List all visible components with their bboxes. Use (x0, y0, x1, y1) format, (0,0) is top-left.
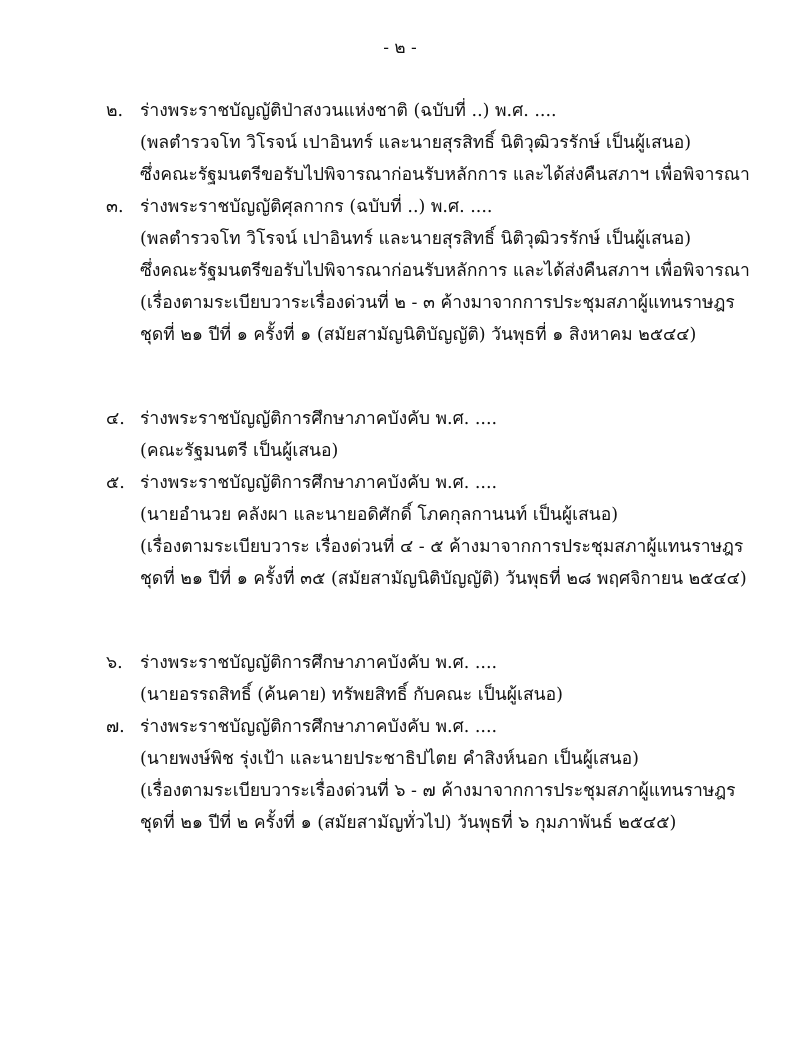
item-title: ร่างพระราชบัญญัติการศึกษาภาคบังคับ พ.ศ. .... (140, 473, 498, 493)
item-line: (คณะรัฐมนตรี เป็นผู้เสนอ) (140, 441, 339, 461)
agenda-item-4 (0, 403, 800, 467)
item-title: ร่างพระราชบัญญัติศุลกากร (ฉบับที่ ..) พ.ศ. .... (140, 197, 493, 217)
item-line: ซึ่งคณะรัฐมนตรีขอรับไปพิจารณาก่อนรับหลักการ และได้ส่งคืนสภาฯ เพื่อพิจารณา (140, 261, 750, 281)
item-number: ๖. (106, 653, 123, 673)
item-line: (เรื่องตามระเบียบวาระเรื่องด่วนที่ ๒ - ๓ ค้างมาจากการประชุมสภาผู้แทนราษฎร (140, 293, 735, 313)
agenda-item-6 (0, 647, 800, 711)
item-line: (นายอรรถสิทธิ์ (ค้นคาย) ทรัพยสิทธิ์ กับคณะ เป็นผู้เสนอ) (140, 685, 563, 705)
agenda-item-2 (0, 95, 800, 191)
item-line: ชุดที่ ๒๑ ปีที่ ๒ ครั้งที่ ๑ (สมัยสามัญทั่วไป) วันพุธที่ ๖ กุมภาพันธ์ ๒๕๔๕) (140, 813, 677, 833)
item-number: ๔. (106, 409, 125, 429)
item-number: ๕. (106, 473, 125, 493)
item-line: ชุดที่ ๒๑ ปีที่ ๑ ครั้งที่ ๓๕ (สมัยสามัญนิติบัญญัติ) วันพุธที่ ๒๘ พฤศจิกายน ๒๕๔๔) (140, 569, 747, 589)
agenda-item-7 (0, 711, 800, 839)
item-number: ๒. (106, 101, 124, 121)
agenda-list (0, 95, 800, 839)
item-line: (พลตำรวจโท วิโรจน์ เปาอินทร์ และนายสุรสิทธิ์ นิติวุฒิวรรักษ์ เป็นผู้เสนอ) (140, 229, 692, 249)
item-title: ร่างพระราชบัญญัติป่าสงวนแห่งชาติ (ฉบับที่ ..) พ.ศ. .... (140, 101, 557, 121)
item-line: ซึ่งคณะรัฐมนตรีขอรับไปพิจารณาก่อนรับหลักการ และได้ส่งคืนสภาฯ เพื่อพิจารณา (140, 165, 750, 185)
item-title: ร่างพระราชบัญญัติการศึกษาภาคบังคับ พ.ศ. .... (140, 653, 498, 673)
agenda-item-3 (0, 191, 800, 351)
item-line: ชุดที่ ๒๑ ปีที่ ๑ ครั้งที่ ๑ (สมัยสามัญนิติบัญญัติ) วันพุธที่ ๑ สิงหาคม ๒๕๔๔) (140, 325, 697, 345)
item-title: ร่างพระราชบัญญัติการศึกษาภาคบังคับ พ.ศ. .... (140, 409, 498, 429)
item-line: (เรื่องตามระเบียบวาระ เรื่องด่วนที่ ๔ - ๕ ค้างมาจากการประชุมสภาผู้แทนราษฎร (140, 537, 744, 557)
item-line: (นายพงษ์พิช รุ่งเป้า และนายประชาธิปไตย คำสิงห์นอก เป็นผู้เสนอ) (140, 749, 639, 769)
agenda-item-5 (0, 467, 800, 595)
item-line: (นายอำนวย คลังผา และนายอดิศักดิ์ โภคกุลกานนท์ เป็นผู้เสนอ) (140, 505, 619, 525)
item-line: (เรื่องตามระเบียบวาระเรื่องด่วนที่ ๖ - ๗ ค้างมาจากการประชุมสภาผู้แทนราษฎร (140, 781, 736, 801)
item-title: ร่างพระราชบัญญัติการศึกษาภาคบังคับ พ.ศ. .... (140, 717, 498, 737)
item-number: ๓. (106, 197, 124, 217)
page-number: - ๒ - (383, 38, 417, 58)
item-line: (พลตำรวจโท วิโรจน์ เปาอินทร์ และนายสุรสิทธิ์ นิติวุฒิวรรักษ์ เป็นผู้เสนอ) (140, 133, 692, 153)
item-number: ๗. (106, 717, 125, 737)
